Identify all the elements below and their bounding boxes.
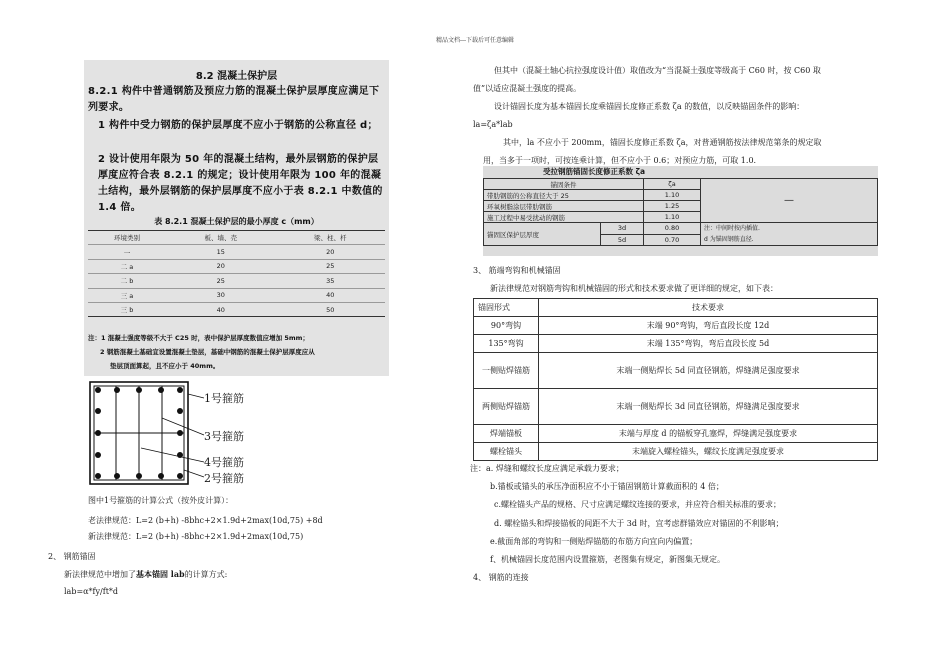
table-cell: 末端一侧贴焊长 5d 同直径钢筋，焊缝满足强度要求	[539, 353, 878, 389]
clause-8-2-1: 8.2.1 构件中普通钢筋及预应力筋的混凝土保护层厚度应满足下列要求。	[88, 86, 380, 113]
table-row	[88, 231, 385, 245]
stirrup-label-2: 2号箍筋	[204, 472, 244, 485]
table-cell: 3d	[601, 223, 644, 235]
table-cell: 一	[88, 245, 166, 259]
clause-item-2: 2 设计使用年限为 50 年的混凝土结构，最外层钢筋的保护层厚度应符合表 8.2.1 的规定；设计使用年限为 100 年的混凝土结构，最外层钢筋的保护层厚度不应小于表 8.2.1 中数值的 1.4 倍。	[98, 154, 383, 213]
table-cell: 环境类别	[88, 231, 166, 245]
table-cell: ζa	[644, 179, 701, 190]
table-cell: 一侧贴焊锚筋	[474, 353, 539, 389]
anchor-note-e: e.截面角部的弯钩和一侧贴焊锚筋的布筋方向宜向内偏置；	[490, 537, 698, 546]
right-line-5: 其中，la 不应小于 200mm，锚固长度修正系数 ζa，对普通钢筋按法律规范第条的规定取	[503, 138, 822, 147]
table-cell: —	[701, 179, 878, 223]
cover-thickness-table	[88, 230, 385, 317]
table-cell: 三 b	[88, 302, 166, 316]
table-cell: 15	[166, 245, 276, 259]
page-header: 精品文档---下载后可任意编辑	[435, 37, 515, 44]
table-cell: 施工过程中易受扰动的钢筋	[484, 212, 644, 223]
table-row	[88, 274, 385, 288]
table-cell: 90°弯钩	[474, 317, 539, 335]
table-cell: 末端 135°弯钩，弯后直段长度 5d	[539, 335, 878, 353]
stirrup-label-4: 4号箍筋	[204, 456, 244, 469]
new-formula: 新法律规范：L=2 (b+h) -8bhc+2×1.9d+2max(10d,75)	[88, 532, 304, 541]
table-note-2: 2 钢筋混凝土基础宜设置混凝土垫层，基础中钢筋的混凝土保护层厚度应从	[100, 348, 315, 356]
table-cell: 5d	[601, 234, 644, 246]
table-cell	[701, 223, 878, 246]
table-cell: 末端旋入螺栓锚头，螺纹长度满足强度要求	[539, 443, 878, 461]
coef-note-1: 注：中间时按内插值.	[704, 225, 760, 232]
table-cell: 末端一侧贴焊长 3d 同直径钢筋，焊缝满足强度要求	[539, 389, 878, 425]
right-line-6: 用，当多于一项时，可按连乘计算，但不应小于 0.6；对预应力筋，可取 1.0.	[483, 156, 757, 165]
table-cell: 锚固条件	[484, 179, 644, 190]
table-row	[474, 299, 878, 317]
anchor-note-c: c.螺栓锚头产品的规格、尺寸应满足螺纹连接的要求，并应符合相关标准的要求；	[494, 500, 782, 509]
table-cell: 螺栓锚头	[474, 443, 539, 461]
anchor-note-f: f、机械锚固长度范围内设置箍筋，老图集有规定，新图集无规定。	[490, 555, 725, 564]
table-cell: 锚固区保护层厚度	[484, 223, 601, 246]
table-row	[88, 259, 385, 273]
anchor-intro	[64, 568, 227, 581]
table-cell: 板、墙、壳	[166, 231, 276, 245]
section-title: 8.2 混凝土保护层	[195, 71, 278, 82]
table-cell: 30	[166, 288, 276, 302]
table-cell: 焊端锚板	[474, 425, 539, 443]
table-cell: 二 b	[88, 274, 166, 288]
table-note-1: 注：1 混凝土强度等级不大于 C25 时，表中保护层厚度数值应增加 5mm；	[88, 334, 309, 342]
anchor-note-b: b.锚板或锚头的承压净面积应不小于锚固钢筋计算截面积的 4 倍；	[490, 482, 724, 491]
table-row	[88, 288, 385, 302]
table-cell: 0.70	[644, 234, 701, 246]
table-cell: 20	[166, 259, 276, 273]
table-cell: 50	[276, 302, 386, 316]
table-row	[474, 425, 878, 443]
table-row	[484, 179, 878, 190]
old-formula: 老法律规范：L=2 (b+h) -8bhc+2×1.9d+2max(10d,75) +8d	[88, 516, 323, 525]
table-note-3: 垫层顶面算起，且不应小于 40mm。	[110, 362, 220, 370]
anchor-table	[473, 298, 878, 461]
table-cell: 三 a	[88, 288, 166, 302]
scanned-code-excerpt	[84, 60, 389, 376]
lab-formula: lab=α*fy/ft*d	[64, 587, 119, 596]
right-line-1: 但其中（混凝土轴心抗拉强度设计值）取值改为“当混凝土强度等级高于 C60 时，按 C60 取	[494, 66, 821, 75]
right-line-2: 值”以适应混凝土强度的提高。	[473, 84, 582, 93]
table-cell: 20	[276, 245, 386, 259]
table-cell: 135°弯钩	[474, 335, 539, 353]
table-caption: 表 8.2.1 混凝土保护层的最小厚度 c（mm）	[154, 217, 319, 226]
anchor-note-a: 注：a. 焊缝和螺纹长度应满足承载力要求；	[470, 464, 624, 473]
table-cell: 带肋钢筋的公称直径大于 25	[484, 190, 644, 201]
table-row	[474, 443, 878, 461]
stirrup-label-1: 1号箍筋	[204, 392, 244, 405]
table-cell: 二 a	[88, 259, 166, 273]
table-row	[88, 302, 385, 316]
section-3-heading: 3、 筋端弯钩和机械锚固	[473, 266, 561, 275]
table-cell: 1.10	[644, 212, 701, 223]
table-row	[474, 335, 878, 353]
section-4-heading: 4、 钢筋的连接	[473, 573, 529, 582]
table-cell: 两侧贴焊锚筋	[474, 389, 539, 425]
stirrup-label-3: 3号箍筋	[204, 430, 244, 443]
table-cell: 0.80	[644, 223, 701, 235]
intro-post: 的计算方式:	[184, 570, 228, 579]
table-cell: 40	[166, 302, 276, 316]
section-2-heading: 2、 钢筋锚固	[48, 552, 96, 561]
table-row	[484, 223, 878, 235]
table-cell: 25	[166, 274, 276, 288]
intro-bold: 基本锚固 lab	[136, 569, 185, 579]
table-cell: 末端 90°弯钩，弯后直段长度 12d	[539, 317, 878, 335]
stirrup-diagram	[86, 378, 266, 488]
table-cell: 末端与厚度 d 的锚板穿孔塞焊，焊缝满足强度要求	[539, 425, 878, 443]
clause-item-1: 1 构件中受力钢筋的保护层厚度不应小于钢筋的公称直径 d；	[98, 120, 378, 131]
coef-table-title: 受拉钢筋锚固长度修正系数 ζa	[483, 166, 878, 178]
table-row	[474, 317, 878, 335]
table-row	[88, 245, 385, 259]
table-cell: 梁、柱、杆	[276, 231, 386, 245]
table-cell: 锚固形式	[474, 299, 539, 317]
table-row	[474, 353, 878, 389]
intro-pre: 新法律规范中增加了	[64, 570, 136, 579]
section-3-intro: 新法律规范对钢筋弯钩和机械锚固的形式和技术要求做了更详细的规定，如下表：	[490, 284, 778, 293]
coef-note-2: d 为锚固钢筋直径.	[704, 236, 754, 243]
table-cell: 25	[276, 259, 386, 273]
table-cell: 技术要求	[539, 299, 878, 317]
table-cell: 40	[276, 288, 386, 302]
anchor-note-d: d. 螺栓锚头和焊接锚板的间距不大于 3d 时，宜考虑群锚效应对锚固的不利影响；	[494, 519, 784, 528]
table-cell: 1.25	[644, 201, 701, 212]
table-row	[474, 389, 878, 425]
table-cell: 1.10	[644, 190, 701, 201]
table-cell: 35	[276, 274, 386, 288]
fig-caption: 图中1号箍筋的计算公式（按外皮计算）：	[88, 496, 234, 505]
table-cell: 环氧树脂涂层带肋钢筋	[484, 201, 644, 212]
right-line-4: la=ζa*lab	[473, 120, 513, 129]
coef-table	[483, 178, 878, 246]
right-line-3: 设计锚固长度为基本锚固长度乘锚固长度修正系数 ζa 的数值，以反映锚固条件的影响：	[494, 102, 805, 111]
